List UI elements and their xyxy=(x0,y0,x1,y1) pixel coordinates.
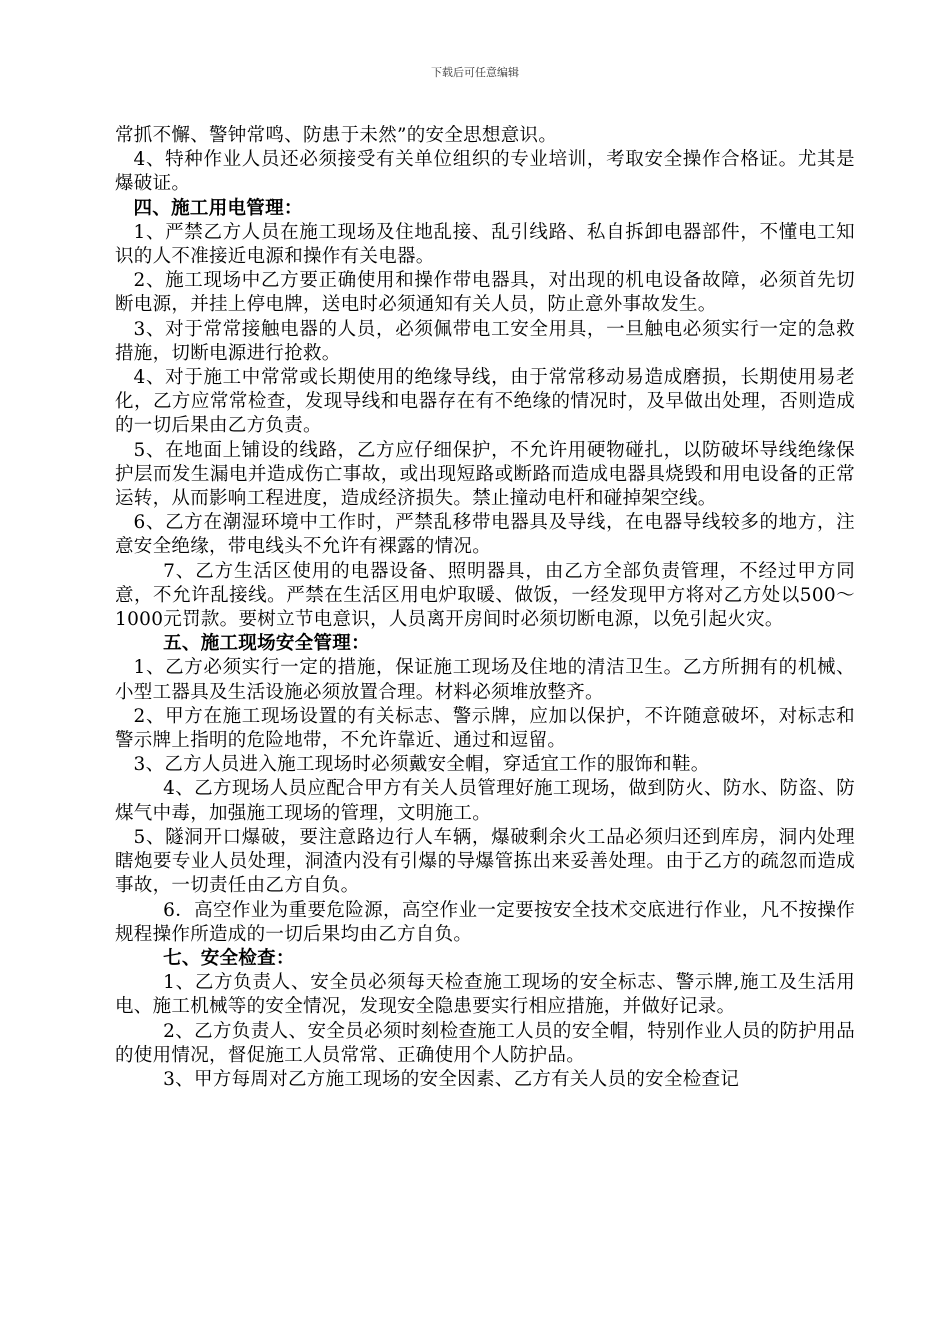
document-body xyxy=(115,124,855,1092)
paragraph: 6、乙方在潮湿环境中工作时，严禁乱移带电器具及导线，在电器导线较多的地方，注意安全绝缘，带电线头不允许有裸露的情况。 xyxy=(115,512,855,558)
paragraph: 3、乙方人员进入施工现场时必须戴安全帽，穿适宜工作的服饰和鞋。 xyxy=(133,754,710,776)
paragraph: 4、乙方现场人员应配合甲方有关人员管理好施工现场，做到防火、防水、防盗、防煤气中毒，加强施工现场的管理，文明施工。 xyxy=(115,778,855,824)
paragraph: 7、乙方生活区使用的电器设备、照明器具，由乙方全部负责管理，不经过甲方同意，不允许乱接线。严禁在生活区用电炉取暖、做饭，一经发现甲方将对乙方处以500～1000元罚款。要树立节电意识，人员离开房间时必须切断电源，以免引起火灾。 xyxy=(115,560,855,631)
paragraph: 1、乙方负责人、安全员必须每天检查施工现场的安全标志、警示牌,施工及生活用电、施工机械等的安全情况，发现安全隐患要实行相应措施，并做好记录。 xyxy=(115,972,855,1018)
page-header-text: 下载后可任意编辑 xyxy=(431,66,519,79)
paragraph: 3、对于常常接触电器的人员，必须佩带电工安全用具，一旦触电必须实行一定的急救措施，切断电源进行抢救。 xyxy=(115,318,855,364)
paragraph: 3、甲方每周对乙方施工现场的安全因素、乙方有关人员的安全检查记 xyxy=(163,1068,740,1090)
paragraph: 1、乙方必须实行一定的措施，保证施工现场及住地的清洁卫生。乙方所拥有的机械、小型工器具及生活设施必须放置合理。材料必须堆放整齐。 xyxy=(115,657,855,703)
paragraph: 2、乙方负责人、安全员必须时刻检查施工人员的安全帽，特别作业人员的防护用品的使用情况，督促施工人员常常、正确使用个人防护品。 xyxy=(115,1020,855,1066)
paragraph: 2、施工现场中乙方要正确使用和操作带电器具，对出现的机电设备故障，必须首先切断电源，并挂上停电牌，送电时必须通知有关人员，防止意外事故发生。 xyxy=(115,270,855,316)
paragraph: 5、在地面上铺设的线路，乙方应仔细保护，不允许用硬物碰扎，以防破坏导线绝缘保护层而发生漏电并造成伤亡事故，或出现短路或断路而造成电器具烧毁和用电设备的正常运转，从而影响工程进度，造成经济损失。禁止撞动电杆和碰掉架空线。 xyxy=(115,439,855,510)
paragraph: 1、严禁乙方人员在施工现场及住地乱接、乱引线路、私自拆卸电器部件，不懂电工知识的人不准接近电源和操作有关电器。 xyxy=(115,221,855,268)
section-heading: 七、安全检查： xyxy=(163,947,295,969)
paragraph: 6．高空作业为重要危险源，高空作业一定要按安全技术交底进行作业，凡不按操作规程操作所造成的一切后果均由乙方自负。 xyxy=(115,899,855,945)
paragraph: 5、隧洞开口爆破，要注意路边行人车辆，爆破剩余火工品必须归还到库房，洞内处理瞎炮要专业人员处理，洞渣内没有引爆的导爆管拣出来妥善处理。由于乙方的疏忽而造成事故，一切责任由乙方自负。 xyxy=(115,826,855,897)
section-heading: 五、施工现场安全管理： xyxy=(163,633,370,655)
paragraph: 常抓不懈、警钟常鸣、防患于未然”的安全思想意识。 xyxy=(115,125,558,146)
paragraph: 4、对于施工中常常或长期使用的绝缘导线，由于常常移动易造成磨损，长期使用易老化，乙方应常常检查，发现导线和电器存在有不绝缘的情况时，及早做出处理，否则造成的一切后果由乙方负责。 xyxy=(115,367,855,437)
section-heading: 四、施工用电管理： xyxy=(133,197,303,219)
paragraph: 2、甲方在施工现场设置的有关标志、警示牌，应加以保护，不许随意破坏，对标志和警示牌上指明的危险地带，不允许靠近、通过和逗留。 xyxy=(115,705,855,752)
paragraph: 4、特种作业人员还必须接受有关单位组织的专业培训，考取安全操作合格证。尤其是爆破证。 xyxy=(115,149,855,195)
page-header xyxy=(0,66,950,80)
